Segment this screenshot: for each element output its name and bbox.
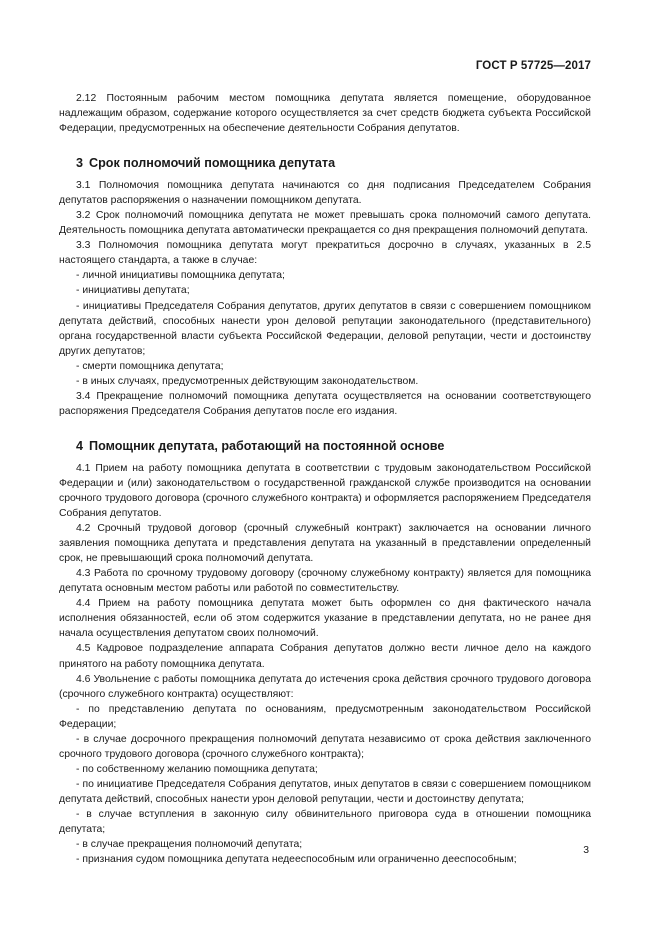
page-number: 3 <box>583 845 589 856</box>
paragraph-4-4: 4.4 Прием на работу помощника депутата может быть оформлен со дня фактического начала исполнения обязанностей, если об этом содержится указание в представлении депутата, но не ранее дня начала осуществления депутатом своих полномочий. <box>59 598 591 640</box>
section-3-title: Срок полномочий помощника депутата <box>89 156 336 171</box>
paragraph-4-1: 4.1 Прием на работу помощника депутата в соответствии с трудовым законодательством Российской Федерации и (или) законодательством о государственной гражданской службе производится на основании срочного трудового договора (срочного служебного контракта) и оформляется распоряжением Председателя Собрания депутатов. <box>59 462 591 520</box>
paragraph-3-2: 3.2 Срок полномочий помощника депутата не может превышать срока полномочий самого депутата. Деятельность помощника депутата автоматически прекращается со дня прекращения полномочий депутата. <box>59 210 591 237</box>
paragraph-3-3: 3.3 Полномочия помощника депутата могут прекратиться досрочно в случаях, указанных в 2.5 настоящего стандарта, а также в случае: <box>59 240 591 267</box>
list-item: - смерти помощника депутата; <box>76 360 224 372</box>
list-item: - по инициативе Председателя Собрания депутатов, иных депутатов в связи с совершением помощником депутата действий, способных нанести урон деловой репутации, чести и достоинству депутата; <box>59 778 591 805</box>
list-item: - признания судом помощника депутата недееспособным или ограниченно дееспособным; <box>76 854 517 866</box>
list-item: - в случае досрочного прекращения полномочий депутата независимо от срока действия заключенного срочного трудового договора (срочного служебного контракта); <box>59 733 591 760</box>
list-item: - в случае вступления в законную силу обвинительного приговора суда в отношении помощника депутата; <box>59 808 591 836</box>
paragraph-4-2: 4.2 Срочный трудовой договор (срочный служебный контракт) заключается на основании личного заявления помощника депутата и представления депутата на указанный в представлении определенный срок, не превышающий срока полномочий депутата. <box>59 523 591 565</box>
list-item: - в иных случаях, предусмотренных действующим законодательством. <box>76 375 419 387</box>
list-item: - по собственному желанию помощника депутата; <box>76 763 318 775</box>
document-body <box>59 91 591 867</box>
list-item: - инициативы Председателя Собрания депутатов, других депутатов в связи с совершением помощником депутата действий, способных нанести урон деловой репутации законодательного (представительного) органа государственной власти субъекта Российской Федерации, деловой репутации, чести и достоинству других депутатов; <box>59 300 591 357</box>
paragraph-4-5: 4.5 Кадровое подразделение аппарата Собрания депутатов должно вести личное дело на каждого принятого на работу помощника депутата. <box>59 643 591 670</box>
section-3-number: 3 <box>76 156 84 171</box>
paragraph-3-4: 3.4 Прекращение полномочий помощника депутата осуществляется на основании соответствующего распоряжения Председателя Собрания депутатов после его издания. <box>59 390 591 417</box>
list-item: - инициативы депутата; <box>76 285 190 297</box>
paragraph-4-3: 4.3 Работа по срочному трудовому договору (срочному служебному контракту) является для помощника депутата основным местом работы или работой по совместительству. <box>59 568 591 595</box>
list-item: - личной инициативы помощника депутата; <box>76 270 285 282</box>
document-standard-code: ГОСТ Р 57725—2017 <box>475 60 591 72</box>
paragraph-4-6: 4.6 Увольнение с работы помощника депутата до истечения срока действия срочного трудового договора (срочного служебного контракта) осуществляют: <box>59 673 591 700</box>
section-4-title: Помощник депутата, работающий на постоянной основе <box>89 438 445 453</box>
section-3-heading <box>59 155 591 171</box>
paragraph-2-12: 2.12 Постоянным рабочим местом помощника депутата является помещение, оборудованное надлежащим образом, содержание которого осуществляется за счет средств бюджета субъекта Российской Федерации, предусмотренных на обеспечение деятельности Собрания депутатов. <box>59 93 591 135</box>
list-item: - в случае прекращения полномочий депутата; <box>76 839 303 851</box>
list-item: - по представлению депутата по основаниям, предусмотренным законодательством Российской Федерации; <box>59 703 591 730</box>
section-4-number: 4 <box>76 438 84 453</box>
section-4-heading <box>59 438 591 454</box>
paragraph-3-1: 3.1 Полномочия помощника депутата начинаются со дня подписания Председателем Собрания депутатов распоряжения о назначении помощником депутата. <box>59 180 591 207</box>
